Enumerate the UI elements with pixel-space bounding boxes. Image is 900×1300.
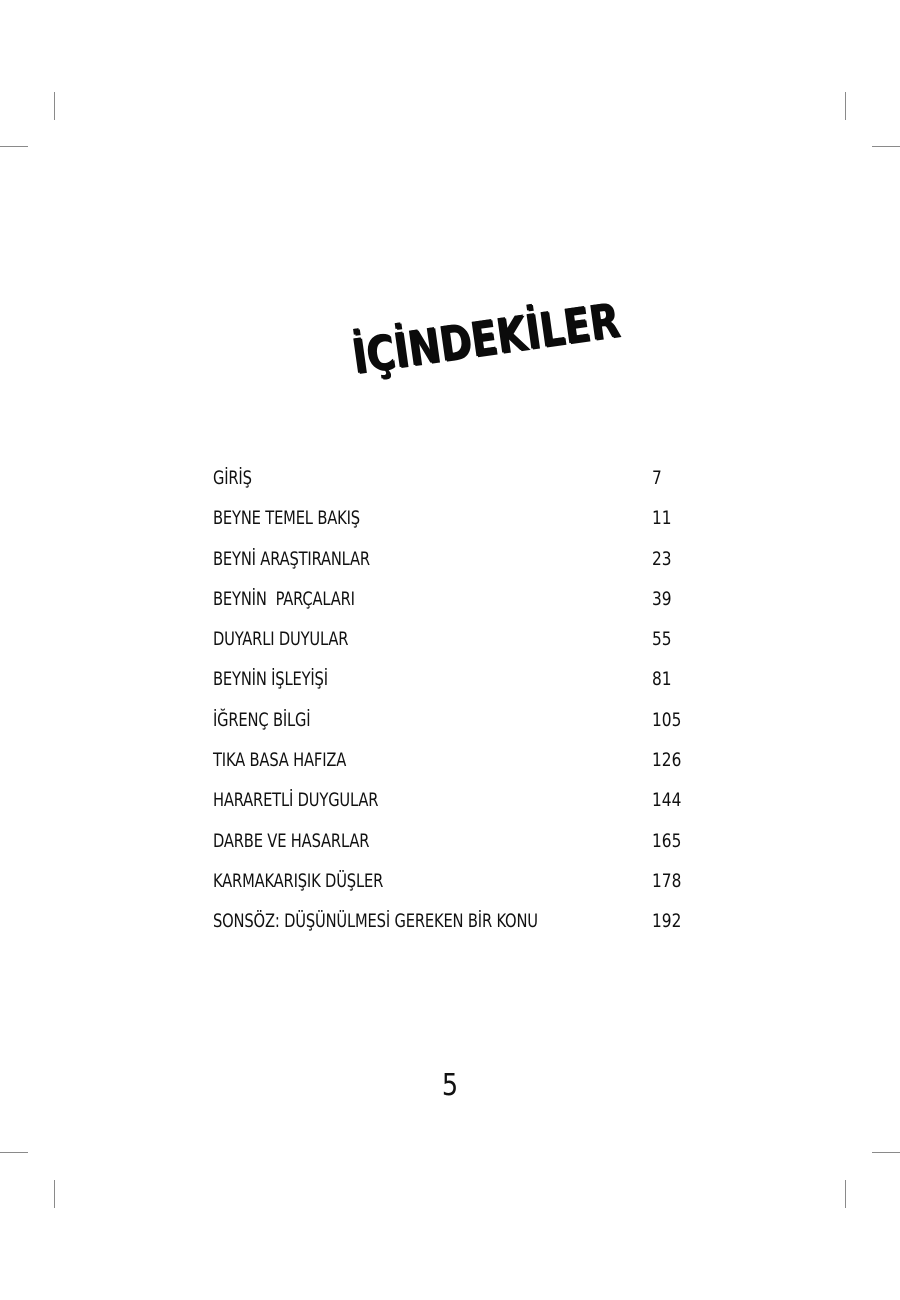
crop-mark-top-left-horizontal [0, 146, 28, 147]
toc-entry-title: GİRİŞ [213, 467, 252, 489]
toc-entry-page: 144 [652, 789, 682, 812]
toc-entry-page: 81 [652, 668, 672, 691]
toc-entry-page: 178 [652, 869, 682, 892]
toc-entry [213, 582, 693, 622]
crop-mark-bottom-right-vertical [845, 1180, 846, 1208]
toc-entry-title: KARMAKARIŞIK DÜŞLER [213, 869, 384, 892]
toc-entry [213, 622, 693, 662]
toc-entry-title: DUYARLI DUYULAR [213, 628, 349, 651]
toc-entry-title: TIKA BASA HAFIZA [213, 749, 347, 772]
page-number: 5 [441, 1068, 459, 1103]
toc-entry [213, 662, 693, 702]
crop-mark-bottom-left-vertical [54, 1180, 55, 1208]
toc-entry [213, 542, 693, 582]
toc-entry-page: 55 [652, 628, 672, 651]
toc-entry [213, 904, 693, 944]
toc-entry [213, 743, 693, 783]
table-of-contents [213, 461, 693, 945]
toc-entry-title: İĞRENÇ BİLGİ [213, 708, 311, 731]
page-title: İÇİNDEKİLER [349, 292, 623, 385]
toc-entry-title: BEYNİN PARÇALARI [213, 587, 355, 610]
toc-entry-title: SONSÖZ: DÜŞÜNÜLMESİ GEREKEN BİR KONU [213, 910, 538, 933]
toc-entry-title: BEYNİ ARAŞTIRANLAR [213, 547, 370, 570]
crop-mark-bottom-left-horizontal [0, 1152, 28, 1153]
toc-entry-title: DARBE VE HASARLAR [213, 829, 370, 852]
toc-entry-page: 165 [652, 829, 682, 852]
toc-entry-page: 39 [652, 587, 672, 610]
toc-entry [213, 824, 693, 864]
toc-entry [213, 783, 693, 823]
toc-entry-page: 7 [652, 467, 662, 489]
toc-entry-page: 11 [652, 507, 672, 530]
toc-entry-title: BEYNİN İŞLEYİŞİ [213, 668, 328, 691]
toc-entry-title: HARARETLİ DUYGULAR [213, 789, 379, 812]
toc-entry [213, 864, 693, 904]
toc-entry [213, 703, 693, 743]
crop-mark-top-left-vertical [54, 92, 55, 120]
toc-entry [213, 501, 693, 541]
crop-mark-bottom-right-horizontal [872, 1152, 900, 1153]
toc-entry-page: 126 [652, 749, 682, 772]
toc-entry-page: 23 [652, 547, 672, 570]
toc-entry [213, 461, 693, 501]
toc-entry-page: 192 [652, 910, 682, 933]
crop-mark-top-right-vertical [845, 92, 846, 120]
crop-mark-top-right-horizontal [872, 146, 900, 147]
toc-entry-page: 105 [652, 708, 682, 731]
toc-entry-title: BEYNE TEMEL BAKIŞ [213, 507, 360, 530]
